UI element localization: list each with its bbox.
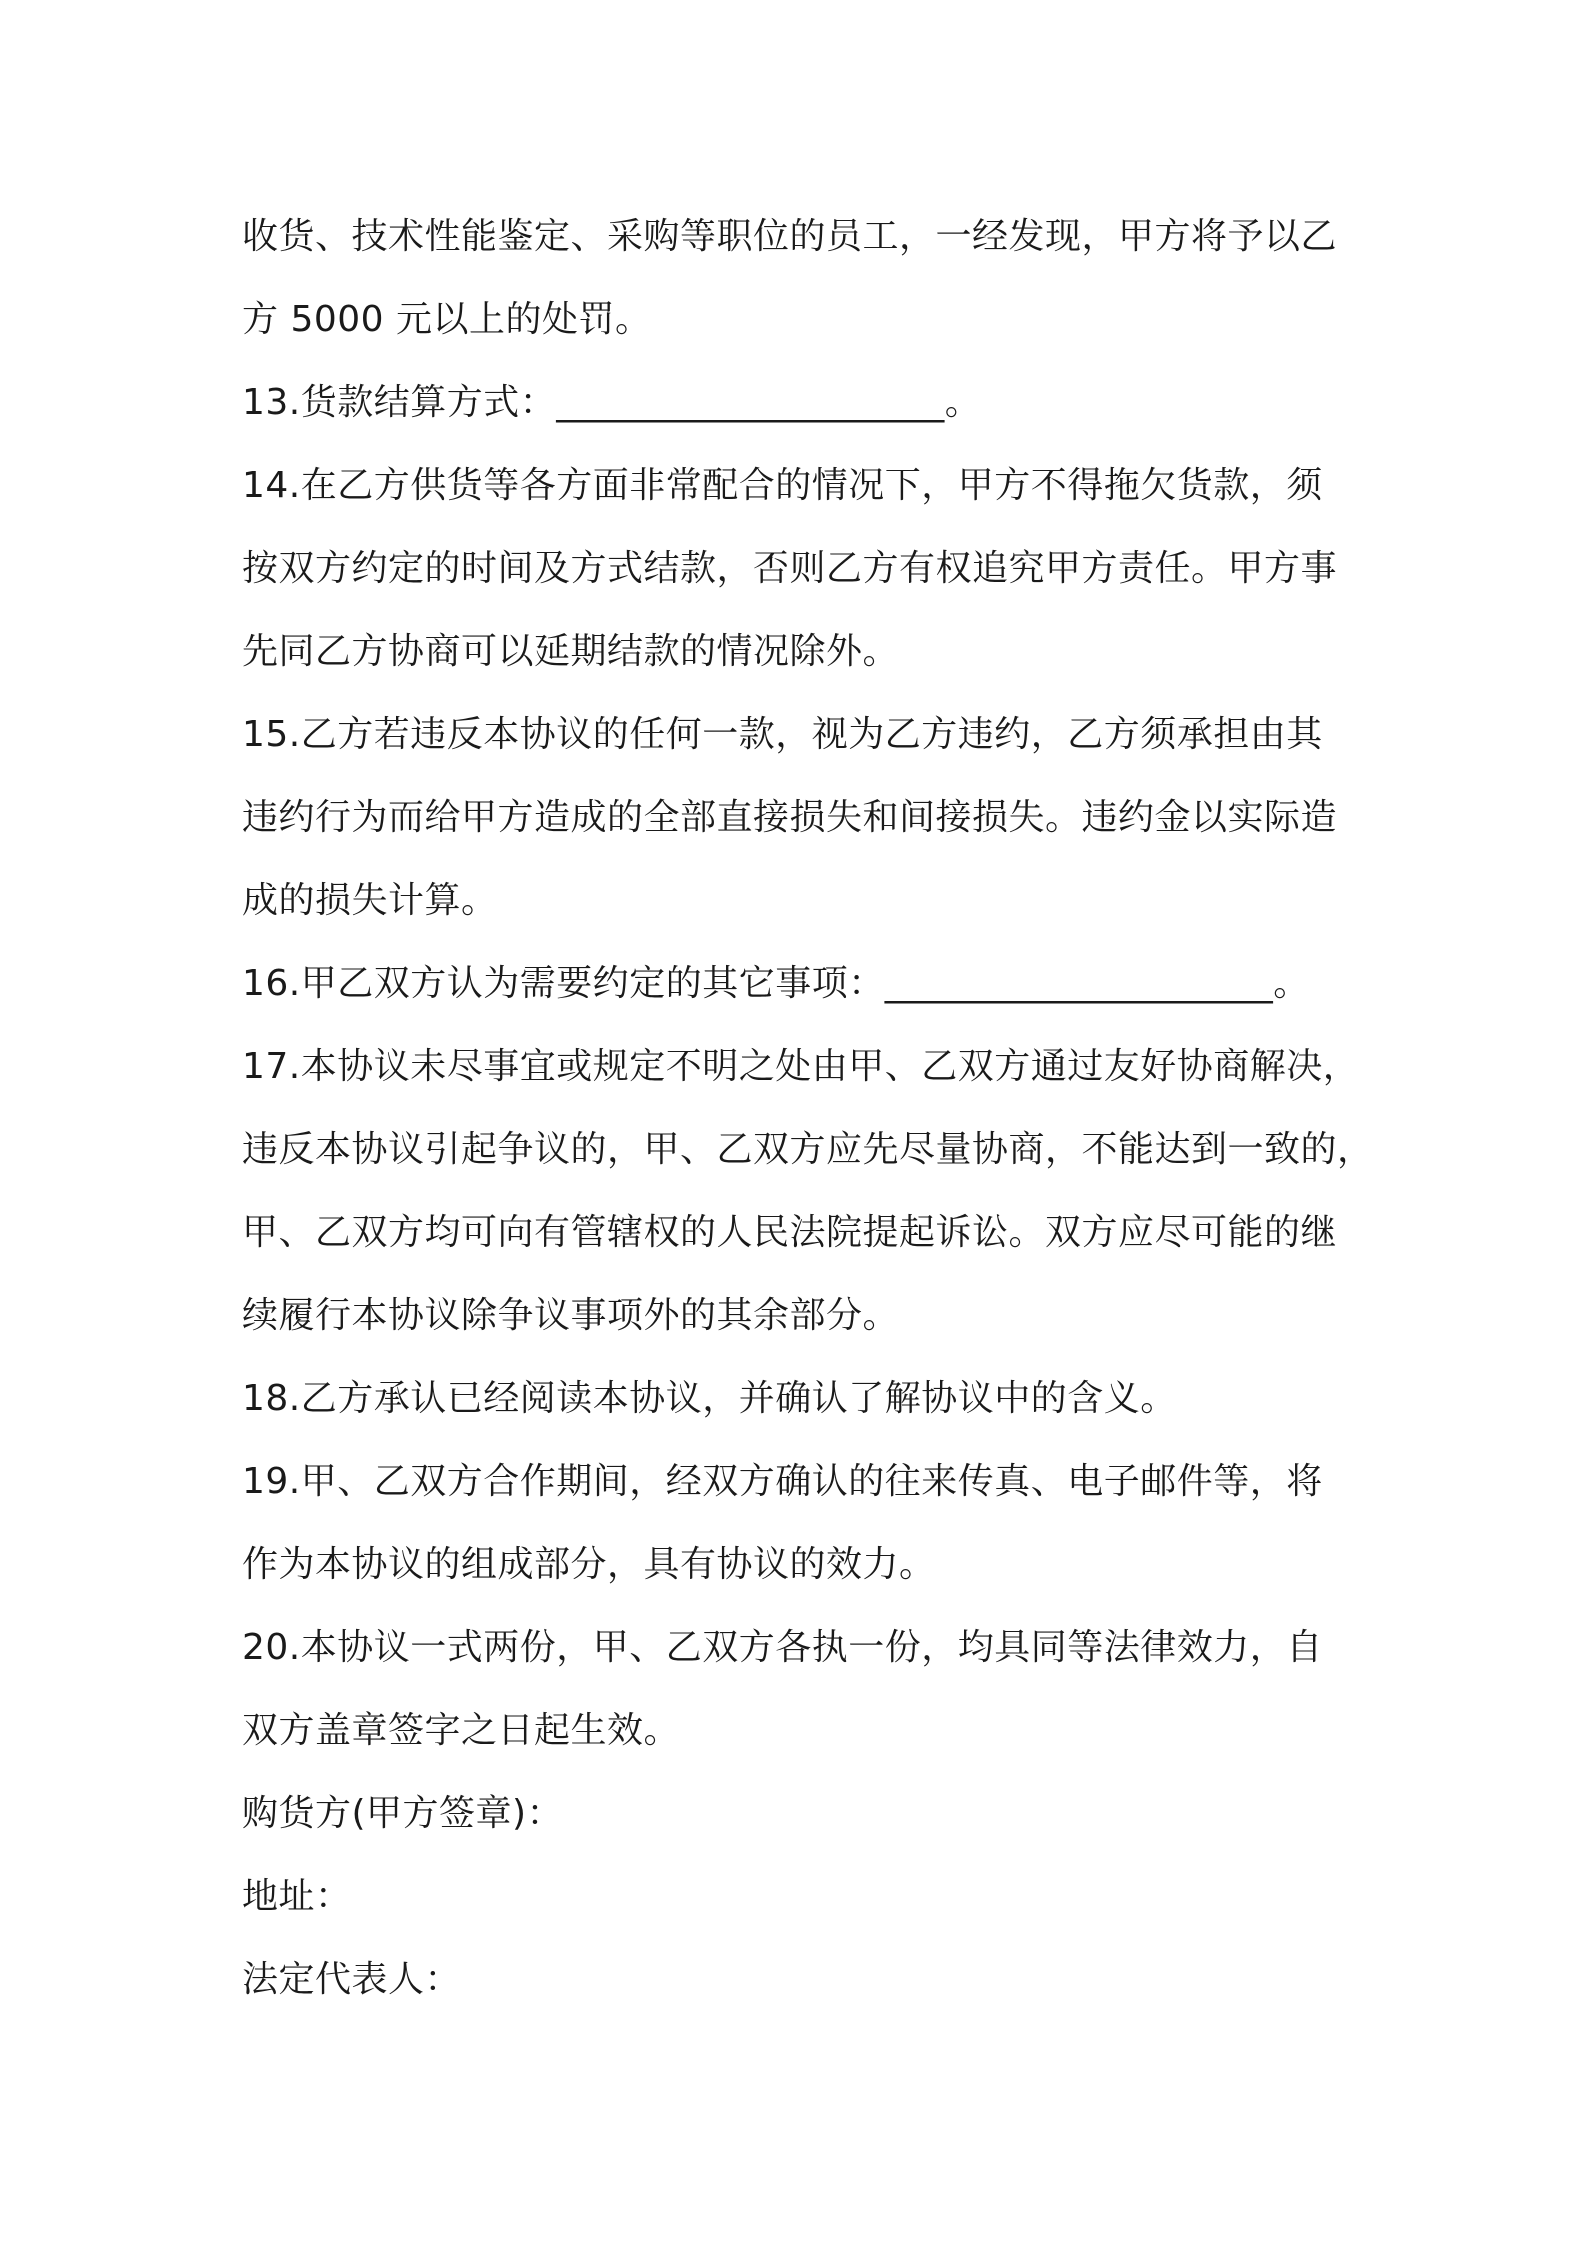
text-line-clause-13: 13.货款结算方式：_____________________。: [242, 382, 982, 423]
text-line-clause-16: 16.甲乙双方认为需要约定的其它事项：_____________________。: [242, 963, 1310, 1004]
text-line-clause-14-cont-1: 按双方约定的时间及方式结款，否则乙方有权追究甲方责任。甲方事: [242, 548, 1338, 589]
text-line-clause-15-cont-1: 违约行为而给甲方造成的全部直接损失和间接损失。违约金以实际造: [242, 797, 1338, 838]
text-line-clause-20: 20.本协议一式两份，甲、乙双方各执一份，均具同等法律效力，自: [242, 1627, 1323, 1668]
text-line-clause-15: 15.乙方若违反本协议的任何一款，视为乙方违约，乙方须承担由其: [242, 714, 1323, 755]
text-line-clause-18: 18.乙方承认已经阅读本协议，并确认了解协议中的含义。: [242, 1378, 1177, 1419]
text-line-clause-19-cont-1: 作为本协议的组成部分，具有协议的效力。: [242, 1544, 936, 1585]
text-line-clause-17-cont-1: 违反本协议引起争议的，甲、乙双方应先尽量协商，不能达到一致的，: [242, 1129, 1374, 1170]
text-line-clause-17: 17.本协议未尽事宜或规定不明之处由甲、乙双方通过友好协商解决，: [242, 1046, 1360, 1087]
text-line-clause-19: 19.甲、乙双方合作期间，经双方确认的往来传真、电子邮件等，将: [242, 1461, 1323, 1502]
signature-address: 地址：: [242, 1876, 352, 1917]
text-line-clause-12-end: 方 5000 元以上的处罚。: [242, 299, 652, 340]
document-body: [242, 195, 1374, 2021]
signature-purchaser: 购货方(甲方签章)：: [242, 1793, 564, 1834]
text-line-clause-17-cont-2: 甲、乙双方均可向有管辖权的人民法院提起诉讼。双方应尽可能的继: [242, 1212, 1338, 1253]
text-line-clause-15-cont-2: 成的损失计算。: [242, 880, 498, 921]
text-line-clause-14-cont-2: 先同乙方协商可以延期结款的情况除外。: [242, 631, 900, 672]
text-line-clause-14: 14.在乙方供货等各方面非常配合的情况下，甲方不得拖欠货款，须: [242, 465, 1323, 506]
text-line-clause-20-cont-1: 双方盖章签字之日起生效。: [242, 1710, 681, 1751]
text-line-clause-12-continued: 收货、技术性能鉴定、采购等职位的员工，一经发现，甲方将予以乙: [242, 216, 1338, 257]
text-line-clause-17-cont-3: 续履行本协议除争议事项外的其余部分。: [242, 1295, 900, 1336]
signature-legal-representative: 法定代表人：: [242, 1959, 462, 2000]
